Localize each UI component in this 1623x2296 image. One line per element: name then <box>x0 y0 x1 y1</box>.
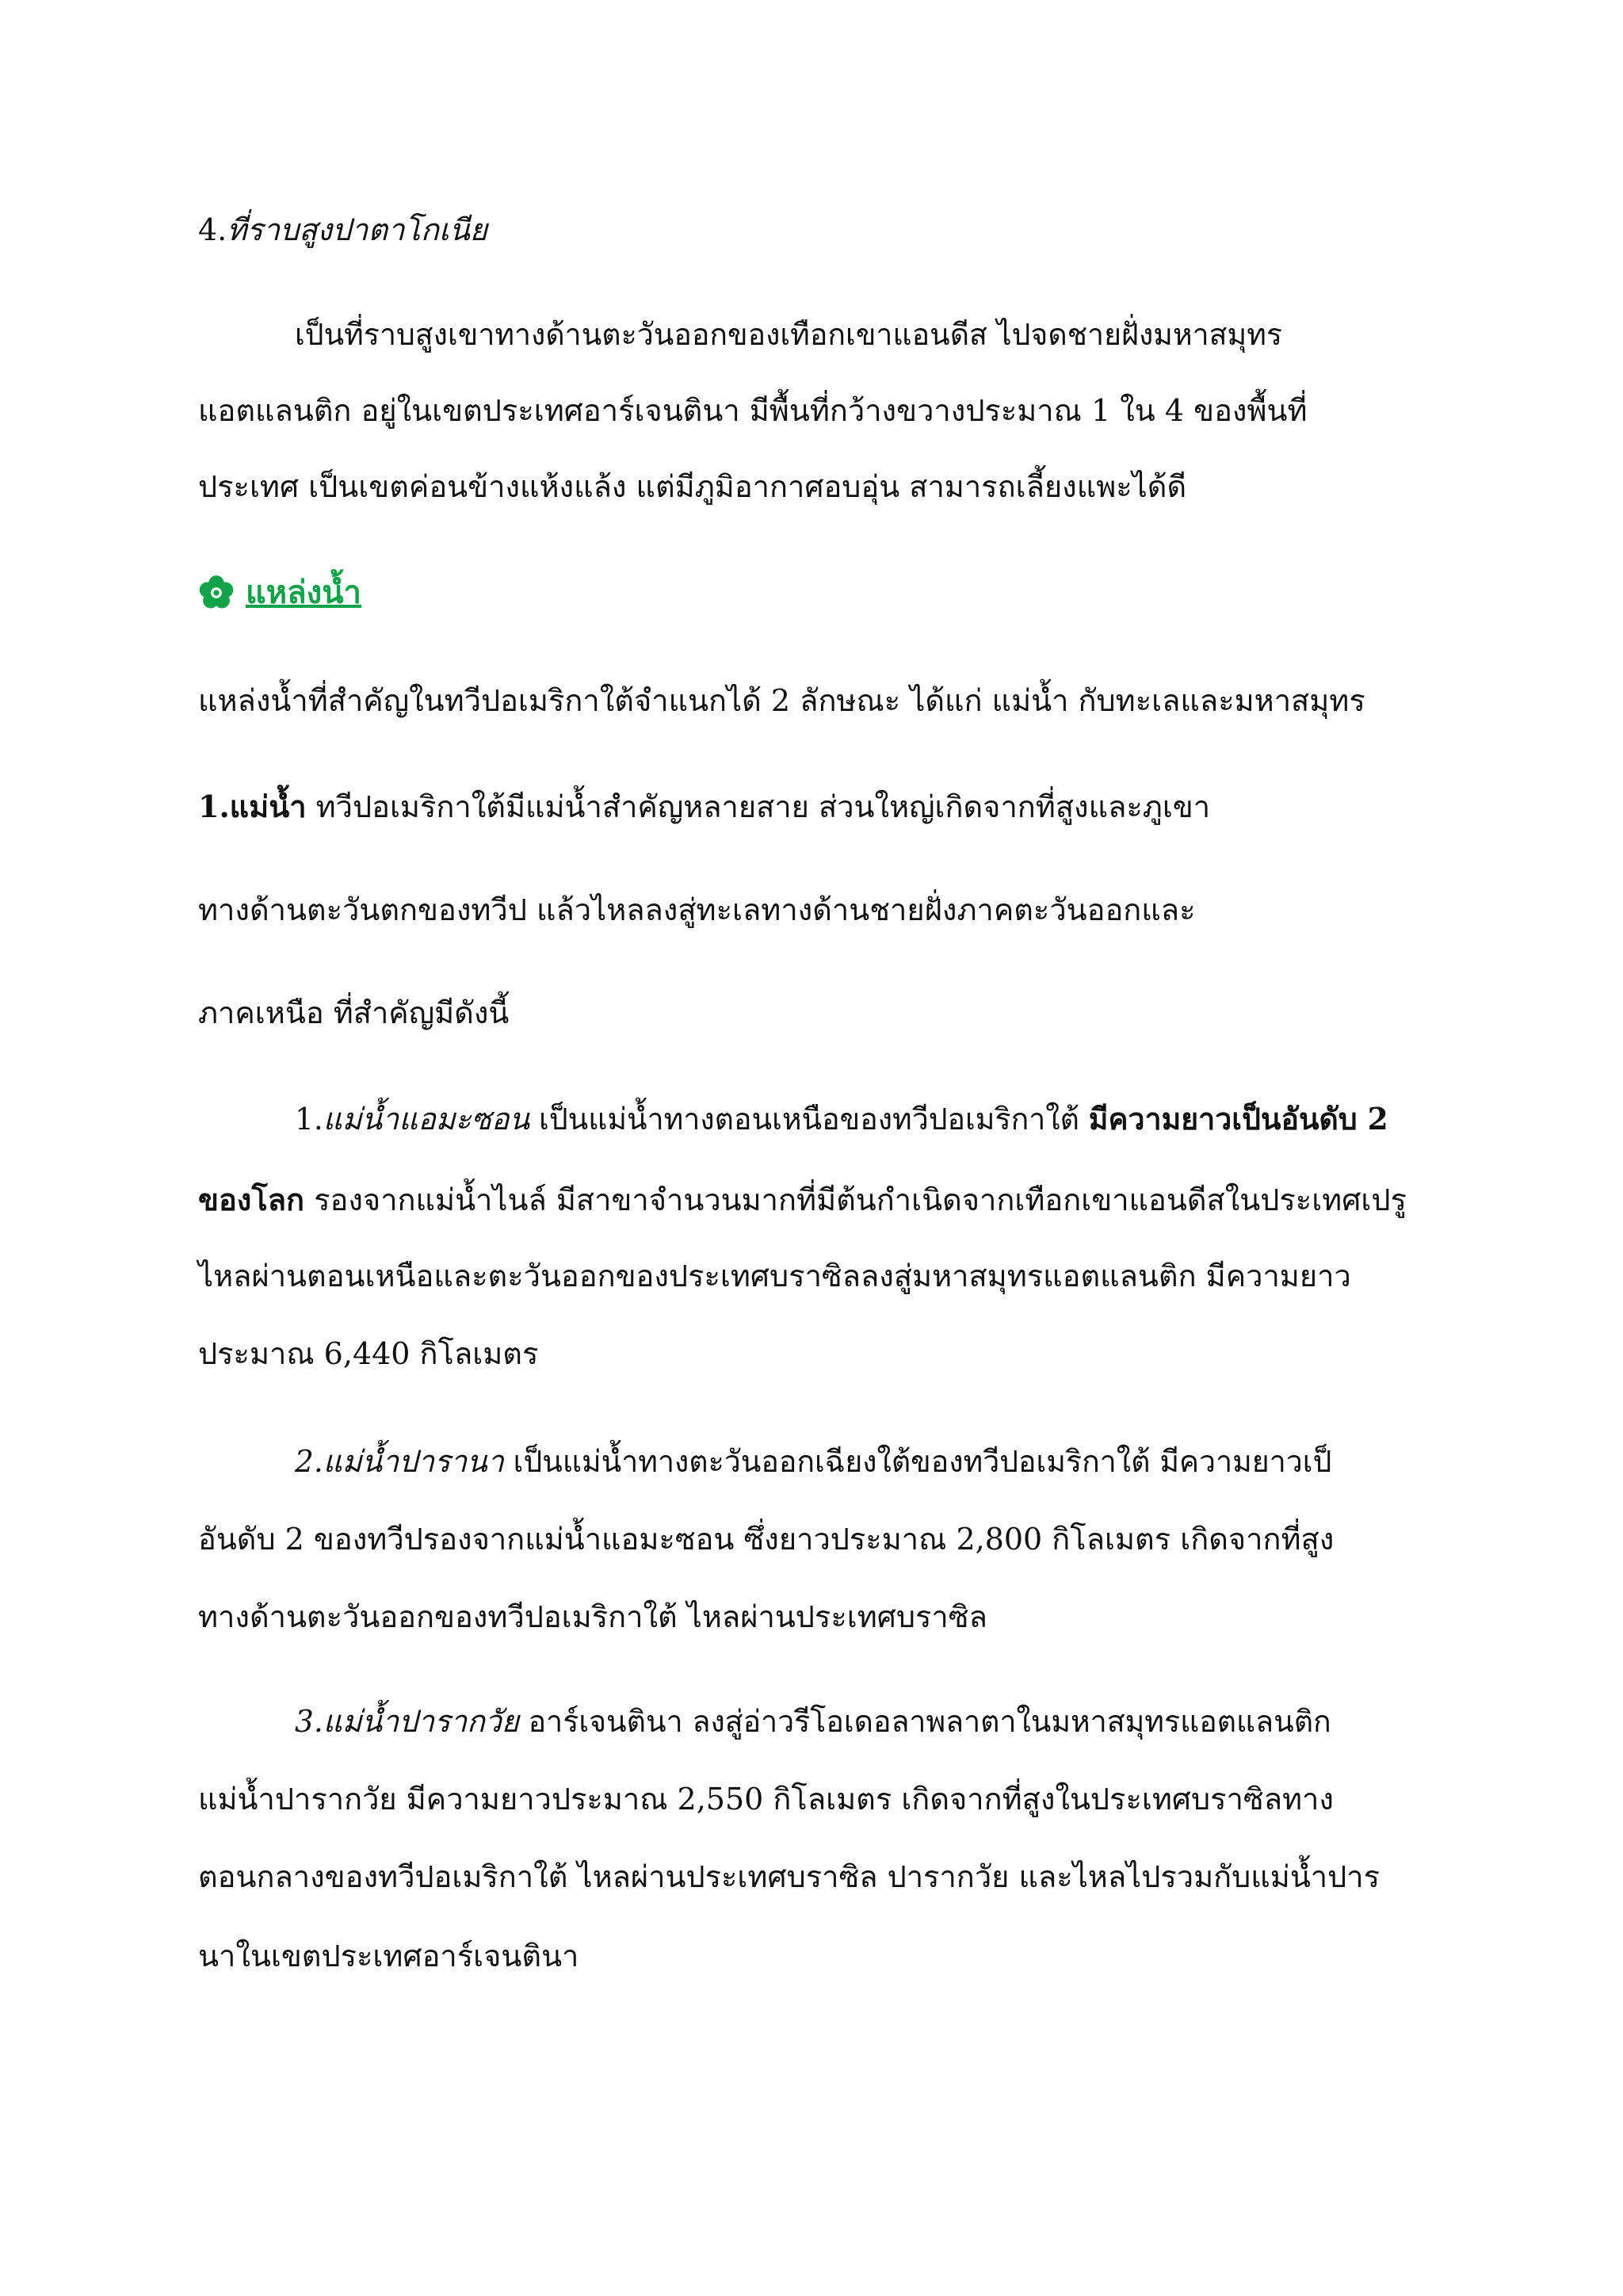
water-heading <box>198 569 361 617</box>
paraguay-name: 3.แม่น้ำปารากวัย <box>295 1704 519 1739</box>
amazon-line-1-bold: มีความยาวเป็นอันดับ 2 <box>1088 1101 1388 1137</box>
paraguay-line-1 <box>295 1699 1591 1744</box>
parana-line-1 <box>295 1439 1591 1484</box>
water-heading-label: แหล่งน้ำ <box>246 574 361 611</box>
section-number: 4. <box>198 212 227 247</box>
paraguay-line-4: นาในเขตประเทศอาร์เจนตินา <box>198 1939 579 1973</box>
section-title-text: ที่ราบสูงปาตาโกเนีย <box>227 212 488 247</box>
flower-icon <box>198 575 235 611</box>
parana-line-3: ทางด้านตะวันออกของทวีปอเมริกาใต้ ไหลผ่านประเทศบราซิล <box>198 1599 987 1634</box>
rivers-line-1 <box>198 785 1514 829</box>
patagonia-line-2: แอตแลนติก อยู่ในเขตประเทศอาร์เจนตินา มีพื้นที่กว้างขวางประมาณ 1 ใน 4 ของพื้นที่ <box>198 393 1308 428</box>
patagonia-line-3: ประเทศ เป็นเขตค่อนข้างแห้งแล้ง แต่มีภูมิอากาศอบอุ่น สามารถเลี้ยงแพะได้ดี <box>198 469 1187 504</box>
amazon-line-4: ประมาณ 6,440 กิโลเมตร <box>198 1336 539 1371</box>
paraguay-line-1-text: อาร์เจนตินา ลงสู่อ่าวรีโอเดอลาพลาตาในมหาสมุทรแอตแลนติก <box>518 1704 1331 1739</box>
paraguay-line-2: แม่น้ำปารากวัย มีความยาวประมาณ 2,550 กิโลเมตร เกิดจากที่สูงในประเทศบราซิลทาง <box>198 1782 1334 1817</box>
amazon-line-2 <box>198 1178 1514 1222</box>
amazon-line-2-bold: ของโลก <box>198 1182 305 1217</box>
rivers-lead: 1.แม่น้ำ <box>198 789 307 824</box>
amazon-line-3: ไหลผ่านตอนเหนือและตะวันออกของประเทศบราซิลลงสู่มหาสมุทรแอตแลนติก มีความยาว <box>198 1259 1351 1293</box>
amazon-line-1 <box>295 1097 1591 1141</box>
amazon-name: แม่น้ำแอมะซอน <box>323 1102 530 1137</box>
patagonia-line-1: เป็นที่ราบสูงเขาทางด้านตะวันออกของเทือกเขาแอนดีส ไปจดชายฝั่งมหาสมุทร <box>295 317 1283 352</box>
rivers-line-1-text: ทวีปอเมริกาใต้มีแม่น้ำสำคัญหลายสาย ส่วนใหญ่เกิดจากที่สูงและภูเขา <box>306 789 1211 824</box>
amazon-line-1-text: เป็นแม่น้ำทางตอนเหนือของทวีปอเมริกาใต้ <box>529 1102 1089 1137</box>
parana-line-2: อันดับ 2 ของทวีปรองจากแม่น้ำแอมะซอน ซึ่งยาวประมาณ 2,800 กิโลเมตร เกิดจากที่สูง <box>198 1522 1335 1557</box>
water-intro: แหล่งน้ำที่สำคัญในทวีปอเมริกาใต้จำแนกได้ 2 ลักษณะ ได้แก่ แม่น้ำ กับทะเลและมหาสมุทร <box>198 683 1365 718</box>
amazon-line-2-text: รองจากแม่น้ำไนล์ มีสาขาจำนวนมากที่มีต้นกำเนิดจากเทือกเขาแอนดีสในประเทศเปรู <box>304 1182 1407 1217</box>
section-title <box>198 208 1514 252</box>
paraguay-line-3: ตอนกลางของทวีปอเมริกาใต้ ไหลผ่านประเทศบราซิล ปารากวัย และไหลไปรวมกับแม่น้ำปาร <box>198 1859 1381 1894</box>
rivers-line-3: ภาคเหนือ ที่สำคัญมีดังนี้ <box>198 995 510 1030</box>
rivers-line-2: ทางด้านตะวันตกของทวีป แล้วไหลลงสู่ทะเลทางด้านชายฝั่งภาคตะวันออกและ <box>198 892 1196 927</box>
parana-name: 2.แม่น้ำปารานา <box>295 1444 504 1479</box>
parana-line-1-text: เป็นแม่น้ำทางตะวันออกเฉียงใต้ของทวีปอเมริกาใต้ มีความยาวเป็ <box>503 1444 1332 1479</box>
amazon-number: 1. <box>295 1102 323 1137</box>
